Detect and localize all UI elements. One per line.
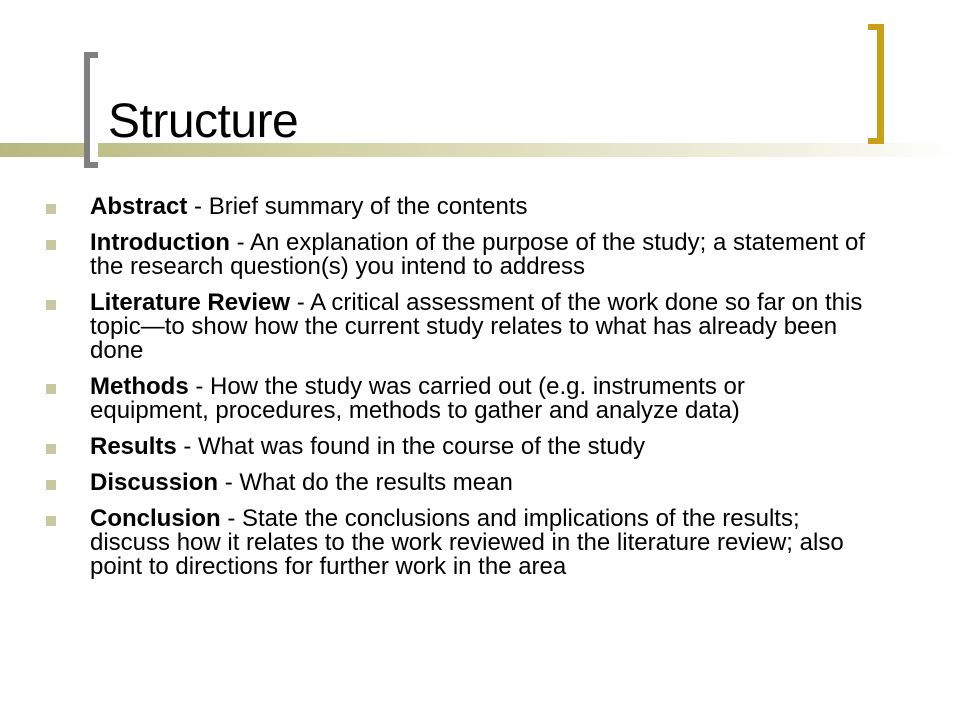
square-bullet-icon <box>46 384 56 394</box>
item-term: Results <box>90 433 177 460</box>
list-item <box>46 231 866 279</box>
item-description: - A critical assessment of the work done so far on this topic—to show how the current study relates to what has already been done <box>90 289 863 364</box>
item-term: Discussion <box>90 469 219 496</box>
square-bullet-icon <box>46 300 56 310</box>
left-bracket-decoration <box>84 52 98 168</box>
square-bullet-icon <box>46 444 56 454</box>
list-item <box>46 471 866 495</box>
bullet-list <box>46 195 866 591</box>
square-bullet-icon <box>46 516 56 526</box>
list-item <box>46 435 866 459</box>
item-term: Methods <box>90 373 189 400</box>
list-item <box>46 375 866 423</box>
item-description: - How the study was carried out (e.g. instruments or equipment, procedures, methods to gather and analyze data) <box>90 373 745 424</box>
item-term: Conclusion <box>90 505 221 532</box>
square-bullet-icon <box>46 204 56 214</box>
item-term: Introduction <box>90 229 230 256</box>
list-item <box>46 195 866 219</box>
item-description: - State the conclusions and implications of the results; discuss how it relates to the work reviewed in the literature review; also point to directions for further work in the area <box>90 505 844 580</box>
item-description: - An explanation of the purpose of the study; a statement of the research question(s) you intend to address <box>90 229 866 280</box>
item-term: Abstract <box>90 193 188 220</box>
item-description: - Brief summary of the contents <box>187 193 528 220</box>
list-item <box>46 507 866 579</box>
item-term: Literature Review <box>90 289 291 316</box>
square-bullet-icon <box>46 480 56 490</box>
list-item <box>46 291 866 363</box>
slide-title: Structure <box>108 95 299 148</box>
square-bullet-icon <box>46 240 56 250</box>
right-bracket-decoration <box>868 24 884 144</box>
item-description: - What do the results mean <box>218 469 513 496</box>
item-description: - What was found in the course of the study <box>176 433 645 460</box>
